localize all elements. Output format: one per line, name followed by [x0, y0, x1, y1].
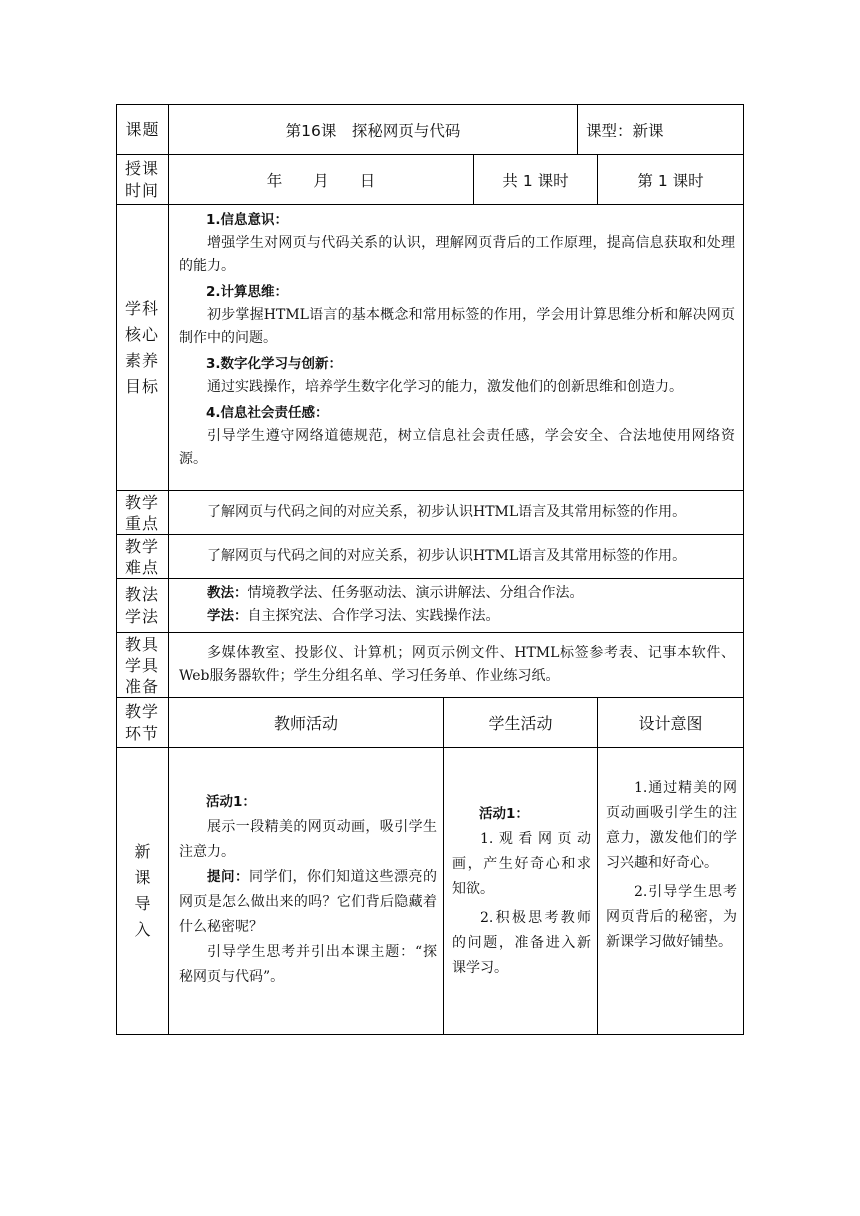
lesson-type: 课型：新课	[586, 121, 664, 140]
rule	[116, 747, 744, 748]
goal-item	[179, 209, 735, 278]
goals-content	[169, 207, 743, 490]
teacher-question-text: 同学们，你们知道这些漂亮的网页是怎么做出来的吗？它们背后隐藏着什么秘密呢？	[179, 869, 437, 935]
process-label: 教学环节	[124, 701, 159, 743]
rule	[116, 104, 117, 1035]
teacher-activity-p3: 引导学生思考并引出本课主题：“探秘网页与代码”。	[179, 944, 437, 985]
design-intent-p2: 2.引导学生思考网页背后的秘密，为新课学习做好铺垫。	[606, 884, 737, 950]
intro-stage-label: 新课导入	[134, 842, 152, 939]
goal-item	[179, 281, 735, 350]
tools-text: 多媒体教室、投影仪、计算机；网页示例文件、HTML标签参考表、记事本软件、Web服务器软件；学生分组名单、学习任务单、作业练习纸。	[179, 645, 735, 684]
student-activity-header: 学生活动	[488, 714, 553, 733]
methods-label: 教法学法	[124, 584, 159, 626]
time-label: 授课时间	[124, 158, 159, 200]
tools-cell	[169, 633, 743, 697]
student-activity-p1: 1.观看网页动画，产生好奇心和求知欲。	[452, 831, 591, 897]
goal-title: 1.信息意识：	[206, 212, 289, 228]
teaching-methods-text: 情境教学法、任务驱动法、演示讲解法、分组合作法。	[247, 585, 584, 601]
student-activity-title: 活动1：	[479, 806, 529, 822]
key-points-label: 教学重点	[124, 492, 159, 533]
tools-label: 教具学具准备	[124, 634, 159, 696]
difficult-points-cell	[169, 535, 743, 578]
rule	[116, 578, 744, 579]
goal-text: 初步掌握HTML语言的基本概念和常用标签的作用，学会用计算思维分析和解决网页制作中的问题。	[179, 307, 735, 346]
intro-student-activity	[444, 802, 597, 981]
rule	[743, 104, 744, 1035]
design-intent-header: 设计意图	[638, 714, 703, 733]
intro-teacher-activity	[169, 790, 443, 990]
current-hour: 第 1 课时	[637, 171, 704, 190]
learning-methods	[179, 605, 735, 628]
student-activity-p2: 2.积极思考教师的问题，准备进入新课学习。	[452, 910, 591, 976]
topic-value: 第16课 探秘网页与代码	[285, 121, 461, 140]
goals-label: 学科核心素养目标	[124, 298, 159, 396]
rule	[116, 1034, 744, 1035]
teacher-activity-p1: 展示一段精美的网页动画，吸引学生注意力。	[179, 819, 437, 860]
key-points-cell	[169, 491, 743, 534]
difficult-points-text: 了解网页与代码之间的对应关系，初步认识HTML语言及其常用标签的作用。	[207, 548, 687, 564]
goal-item	[179, 353, 735, 399]
intro-design-intent	[598, 776, 743, 955]
goal-text: 增强学生对网页与代码关系的认识，理解网页背后的工作原理，提高信息获取和处理的能力。	[179, 235, 735, 274]
goal-title: 3.数字化学习与创新：	[206, 356, 343, 372]
teacher-activity-header: 教师活动	[273, 714, 338, 733]
teaching-methods	[179, 582, 735, 605]
goal-text: 引导学生遵守网络道德规范，树立信息社会责任感，学会安全、合法地使用网络资源。	[179, 428, 735, 467]
goal-item	[179, 402, 735, 471]
topic-label: 课题	[125, 120, 160, 139]
teacher-question-title: 提问：	[207, 869, 249, 885]
total-hours: 共 1 课时	[502, 171, 569, 190]
difficult-points-label: 教学难点	[124, 536, 159, 577]
date-value: 年 月 日	[266, 171, 376, 190]
learning-methods-text: 自主探究法、合作学习法、实践操作法。	[247, 608, 500, 624]
teacher-activity-title: 活动1：	[206, 794, 256, 810]
rule	[116, 204, 744, 205]
learning-methods-title: 学法：	[207, 608, 248, 624]
teaching-methods-title: 教法：	[207, 585, 248, 601]
key-points-text: 了解网页与代码之间的对应关系，初步认识HTML语言及其常用标签的作用。	[207, 504, 687, 520]
goal-title: 2.计算思维：	[206, 284, 289, 300]
design-intent-p1: 1.通过精美的网页动画吸引学生的注意力，激发他们的学习兴趣和好奇心。	[606, 780, 737, 871]
teacher-question	[179, 865, 437, 940]
goal-title: 4.信息社会责任感：	[206, 405, 329, 421]
goal-text: 通过实践操作，培养学生数字化学习的能力，激发他们的创新思维和创造力。	[207, 379, 683, 395]
methods-content	[169, 580, 743, 632]
